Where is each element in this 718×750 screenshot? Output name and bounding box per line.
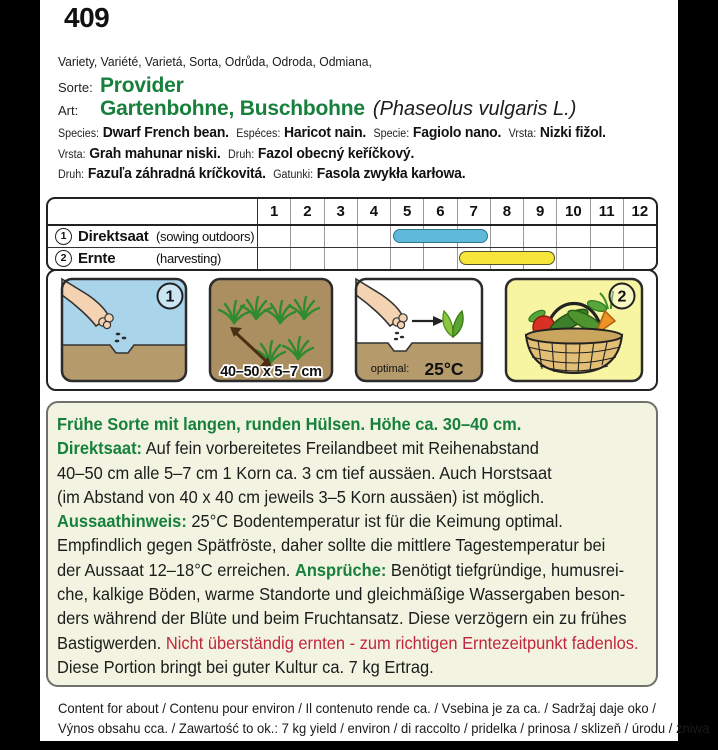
calendar-cell	[590, 226, 623, 247]
description-text: Empfindlich gegen Spätfröste, daher sollte die mittlere Tagestemperatur bei	[57, 535, 606, 556]
seed-packet-label	[40, 0, 710, 741]
calendar-month-header: 3	[324, 199, 357, 224]
calendar-cell	[357, 226, 390, 247]
description-line	[57, 461, 611, 485]
description-line	[57, 533, 611, 557]
species-translation: Nizki fižol.	[539, 124, 606, 141]
calendar-row-label	[48, 248, 258, 269]
spacing-text: 40–50 x 5–7 cm	[220, 364, 322, 380]
species-language-label: Gatunki:	[273, 169, 314, 181]
description-keyword: Ansprüche:	[294, 559, 387, 580]
latin-name: (Phaseolus vulgaris L.)	[372, 98, 577, 120]
calendar-cell	[590, 248, 623, 269]
variety-multilang-line: Variety, Variété, Varietá, Sorta, Odrůda, Odroda, Odmiana,	[58, 55, 372, 69]
direktsaat-sublabel: (sowing outdoors)	[156, 229, 255, 244]
description-text: Bastigwerden.	[57, 632, 166, 653]
calendar-month-headers	[258, 199, 656, 224]
description-text: 25°C Bodentemperatur ist für die Keimung optimal.	[186, 511, 563, 532]
species-language-label: Vrsta:	[508, 128, 537, 140]
calendar-month-header: 5	[390, 199, 423, 224]
species-language-label: Druh:	[228, 148, 255, 161]
description-line	[57, 606, 627, 630]
species-translation: Fasola zwykła karłowa.	[316, 165, 466, 182]
ernte-month-strip	[258, 248, 656, 269]
pictogram-strip	[46, 269, 658, 391]
calendar-cell	[290, 226, 323, 247]
description-keyword: Direktsaat:	[57, 438, 143, 459]
description-text: 40–50 cm alle 5–7 cm 1 Korn ca. 3 cm tief aussäen. Auch Horstsaat	[57, 462, 552, 483]
species-language-label: Specie:	[373, 128, 410, 140]
step-1-badge: 1	[55, 228, 72, 245]
sowing-period-bar	[393, 229, 489, 243]
species-row	[58, 97, 576, 121]
species-translation: Fazuľa záhradná kríčkovitá.	[87, 165, 266, 182]
description-text: Auf fein vorbereitetes Freilandbeet mit Reihenabstand	[142, 438, 539, 459]
species-language-label: Species:	[58, 128, 100, 140]
temp-label: optimal:	[370, 363, 410, 375]
calendar-month-header: 9	[523, 199, 556, 224]
species-translation: Fazol obecný keříčkový.	[257, 144, 415, 162]
pictogram-sowing	[60, 277, 188, 383]
content-note-line: Content for about / Contenu pour environ / Il contenuto rende ca. / Vsebina je za ca. / Sadržaj daje oko /	[58, 700, 656, 716]
species-translations	[58, 124, 655, 186]
art-label: Art:	[58, 103, 79, 118]
calendar-cell	[556, 248, 589, 269]
description-text: Benötigt tiefgründige, humusrei-	[386, 559, 625, 580]
calendar-row-direktsaat	[48, 226, 656, 247]
description-line	[57, 509, 611, 533]
calendar-cell	[423, 248, 456, 269]
calendar-cell	[324, 248, 357, 269]
description-line	[57, 436, 611, 460]
species-translation: Haricot nain.	[284, 124, 367, 141]
description-line	[57, 582, 626, 606]
calendar-cell	[290, 248, 323, 269]
pictogram-temperature	[354, 277, 484, 383]
calendar-row-ernte	[48, 247, 656, 269]
ernte-label: Ernte	[78, 250, 116, 267]
calendar-month-header: 4	[357, 199, 390, 224]
calendar-cell	[556, 226, 589, 247]
calendar-cell	[490, 226, 523, 247]
calendar-header-row	[48, 199, 656, 226]
sowing-calendar-table	[46, 197, 658, 271]
harvest-period-bar	[459, 251, 555, 265]
description-warning: Nicht überständig ernten - zum richtigen Erntezeitpunkt fadenlos.	[165, 632, 639, 653]
species-language-label: Espéces:	[236, 128, 281, 140]
calendar-month-header: 11	[590, 199, 623, 224]
description-line	[57, 631, 639, 655]
basket-icon	[526, 329, 622, 374]
calendar-month-header: 8	[490, 199, 523, 224]
calendar-header-spacer	[48, 199, 258, 224]
calendar-cell	[357, 248, 390, 269]
description-line	[57, 485, 611, 509]
content-note-line: Výnos obsahu cca. / Zawartość to ok.: 7 kg yield / environ / di raccolto / pridelka / prinosa / sklizeň / úrodu / żniwa	[58, 719, 710, 736]
description-text: ders während der Blüte und beim Fruchtansatz. Diese verzögern ein zu frühes	[57, 608, 627, 629]
description-line	[57, 412, 611, 436]
pictogram-harvest-basket	[504, 277, 644, 383]
step-badge-number: 1	[165, 288, 175, 306]
description-text: Diese Portion bringt bei guter Kultur ca. 7 kg Ertrag.	[57, 656, 434, 677]
calendar-cell	[623, 248, 656, 269]
description-line	[57, 655, 611, 679]
species-line	[58, 145, 613, 166]
sorte-label: Sorte:	[58, 80, 93, 95]
step-badge-number: 2	[617, 288, 627, 306]
ernte-sublabel: (harvesting)	[156, 251, 222, 266]
description-line	[57, 558, 625, 582]
calendar-month-header: 1	[269, 203, 279, 220]
calendar-month-header: 10	[556, 199, 589, 224]
step-2-badge: 2	[55, 250, 72, 267]
calendar-month-header: 2	[290, 199, 323, 224]
calendar-cell	[258, 248, 290, 269]
calendar-cell	[523, 226, 556, 247]
species-line	[58, 165, 613, 186]
page-number: 409	[64, 2, 110, 33]
direktsaat-label: Direktsaat	[78, 228, 149, 245]
variety-row	[58, 74, 184, 98]
calendar-row-label	[48, 226, 258, 247]
species-name-german: Gartenbohne, Buschbohne	[100, 97, 365, 120]
temp-value: 25°C	[424, 359, 464, 379]
calendar-cell	[324, 226, 357, 247]
description-text: (im Abstand von 40 x 40 cm jeweils 3–5 Korn aussäen) ist möglich.	[57, 486, 545, 507]
description-text: che, kalkige Böden, warme Standorte und gleichmäßige Wassergaben beson-	[57, 584, 626, 605]
description-text: der Aussaat 12–18°C erreichen.	[57, 559, 295, 580]
calendar-cell	[258, 226, 290, 247]
species-language-label: Vrsta:	[58, 148, 86, 161]
pictogram-spacing	[208, 277, 334, 383]
calendar-cell	[623, 226, 656, 247]
variety-name: Provider	[100, 74, 184, 97]
description-box	[46, 401, 658, 687]
calendar-month-header: 6	[423, 199, 456, 224]
content-note	[58, 699, 718, 738]
species-translation: Grah mahunar niski.	[89, 144, 221, 162]
calendar-month-header: 12	[623, 199, 656, 224]
species-translation: Fagiolo nano.	[412, 124, 502, 141]
description-keyword: Aussaathinweis:	[57, 511, 187, 532]
calendar-month-header: 7	[457, 199, 490, 224]
species-language-label: Druh:	[58, 169, 85, 181]
direktsaat-month-strip	[258, 226, 656, 247]
calendar-cell	[390, 248, 423, 269]
species-translation: Dwarf French bean.	[102, 124, 229, 141]
description-keyword: Frühe Sorte mit langen, runden Hülsen. Höhe ca. 30–40 cm.	[57, 414, 522, 434]
species-line	[58, 124, 613, 145]
